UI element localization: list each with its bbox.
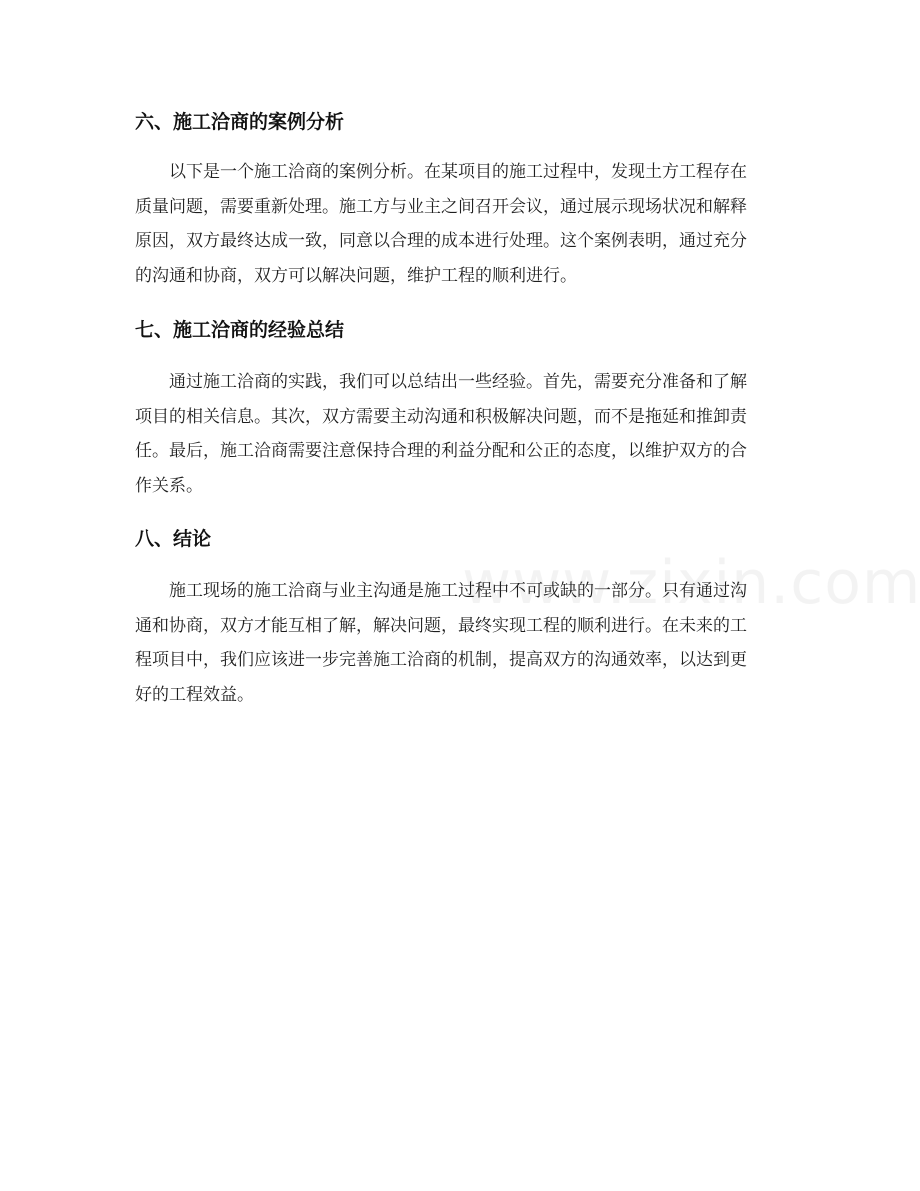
section-paragraph-7 bbox=[135, 365, 795, 503]
section-paragraph-6 bbox=[135, 155, 795, 293]
section-paragraph-8 bbox=[135, 574, 795, 712]
paragraph-line: 通和协商，双方才能互相了解，解决问题，最终实现工程的顺利进行。在未来的工 bbox=[135, 615, 747, 636]
paragraph-line: 质量问题，需要重新处理。施工方与业主之间召开会议，通过展示现场状况和解释 bbox=[135, 196, 747, 217]
paragraph-line: 以下是一个施工洽商的案例分析。在某项目的施工过程中，发现土方工程存在 bbox=[169, 162, 747, 182]
paragraph-line: 程项目中，我们应该进一步完善施工洽商的机制，提高双方的沟通效率，以达到更 bbox=[135, 650, 747, 670]
section-heading-7: 七、施工洽商的经验总结 bbox=[135, 319, 345, 341]
paragraph-line: 通过施工洽商的实践，我们可以总结出一些经验。首先，需要充分准备和了解 bbox=[169, 372, 747, 392]
paragraph-line: 好的工程效益。 bbox=[135, 684, 254, 705]
section-heading-6: 六、施工洽商的案例分析 bbox=[135, 111, 345, 133]
paragraph-line: 的沟通和协商，双方可以解决问题，维护工程的顺利进行。 bbox=[135, 265, 577, 286]
paragraph-line: 任。最后，施工洽商需要注意保持合理的利益分配和公正的态度，以维护双方的合 bbox=[135, 441, 747, 461]
paragraph-line: 施工现场的施工洽商与业主沟通是施工过程中不可或缺的一部分。只有通过沟 bbox=[169, 581, 747, 601]
section-heading-8: 八、结论 bbox=[135, 528, 212, 550]
paragraph-line: 项目的相关信息。其次，双方需要主动沟通和积极解决问题，而不是拖延和推卸责 bbox=[135, 406, 747, 427]
paragraph-line: 作关系。 bbox=[135, 475, 203, 496]
paragraph-line: 原因，双方最终达成一致，同意以合理的成本进行处理。这个案例表明，通过充分 bbox=[135, 231, 747, 251]
